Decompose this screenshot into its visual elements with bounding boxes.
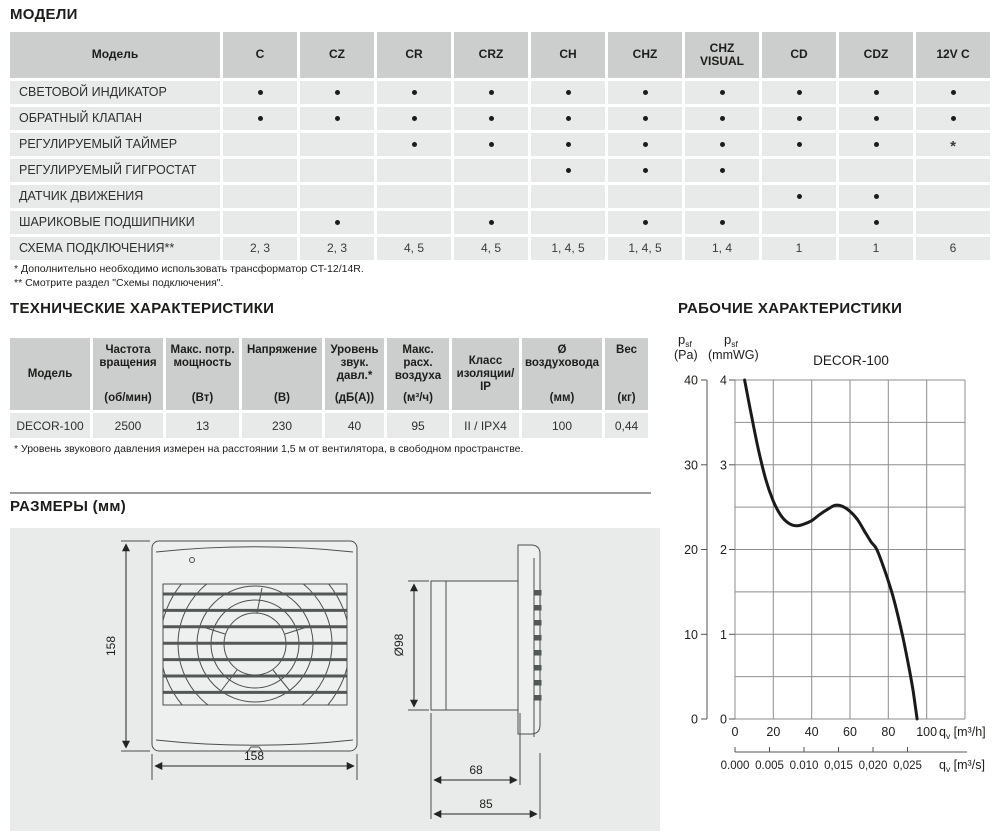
models-cell [685, 185, 759, 208]
models-row-label: ШАРИКОВЫЕ ПОДШИПНИКИ [10, 211, 220, 234]
tech-header-name: Напряжение [246, 344, 318, 356]
tech-section-title: ТЕХНИЧЕСКИЕ ХАРАКТЕРИСТИКИ [10, 300, 275, 317]
models-cell [608, 81, 682, 104]
models-footnotes [14, 263, 364, 290]
feature-dot [335, 116, 340, 121]
performance-chart [668, 328, 1000, 783]
tech-header-unit: (об/мин) [104, 391, 152, 404]
tech-cell: 13 [166, 413, 239, 438]
tech-col-header [452, 338, 519, 410]
models-row-label: РЕГУЛИРУЕМЫЙ ТАЙМЕР [10, 133, 220, 156]
models-cell [300, 81, 374, 104]
models-cell: 1, 4, 5 [531, 237, 605, 260]
feature-dot [720, 116, 725, 121]
models-cell: 6 [916, 237, 990, 260]
chart-text: 80 [881, 725, 896, 739]
models-cell [916, 185, 990, 208]
models-cell [685, 107, 759, 130]
chart-mmwg-axis [720, 374, 735, 727]
models-cell [531, 81, 605, 104]
fan-face [152, 541, 357, 751]
chart-text: 4 [720, 373, 727, 388]
feature-dot [489, 116, 494, 121]
feature-dot [335, 220, 340, 225]
models-cell [839, 159, 913, 182]
models-cell [762, 133, 836, 156]
tech-header-name: Макс. потр. мощность [170, 344, 235, 370]
models-cell [839, 133, 913, 156]
chart-text: 0,025 [893, 760, 922, 772]
tech-header-name: Уровень звук. давл.* [330, 344, 379, 383]
models-section-title: МОДЕЛИ [10, 6, 78, 23]
models-cell [377, 81, 451, 104]
chart-text: $p_{sf}$ [724, 332, 738, 349]
models-cell [608, 185, 682, 208]
chart-x-axis [732, 725, 986, 741]
chart-text: 0,015 [824, 760, 853, 772]
models-cell [377, 159, 451, 182]
tech-col-header [522, 338, 602, 410]
chart-text: 2 [720, 543, 727, 557]
models-cell [608, 133, 682, 156]
models-footnote-schemes: ** Смотрите раздел "Схемы подключения". [14, 276, 224, 289]
models-cell [454, 185, 528, 208]
feature-dot [643, 116, 648, 121]
feature-dot [720, 142, 725, 147]
models-cell [300, 107, 374, 130]
models-cell [377, 107, 451, 130]
models-cell [377, 211, 451, 234]
feature-dot [797, 194, 802, 199]
fan-front-view [152, 541, 357, 751]
models-cell: 1, 4, 5 [608, 237, 682, 260]
chart-text: 100 [916, 725, 938, 739]
feature-dot [874, 220, 879, 225]
chart-axis-captions [674, 332, 759, 362]
chart-text: 60 [843, 725, 857, 739]
models-cell [608, 107, 682, 130]
feature-dot [874, 142, 879, 147]
tech-col-header [325, 338, 384, 410]
feature-dot [412, 142, 417, 147]
feature-dot [566, 90, 571, 95]
models-col-header-chz-visual: CHZ VISUAL [685, 32, 759, 78]
models-cell [454, 81, 528, 104]
performance-section-title: РАБОЧИЕ ХАРАКТЕРИСТИКИ [678, 300, 903, 317]
models-cell [762, 81, 836, 104]
feature-dot [643, 90, 648, 95]
tech-col-header [605, 338, 648, 410]
dimensions-drawing [10, 528, 660, 831]
tech-header-name: Вес [616, 344, 637, 356]
models-cell [454, 211, 528, 234]
models-cell [531, 107, 605, 130]
chart-grid [735, 380, 965, 719]
models-header-model: Модель [10, 32, 220, 78]
feature-dot [566, 116, 571, 121]
feature-dot [874, 90, 879, 95]
tech-header-name: Макс. расх. воздуха [394, 344, 442, 383]
models-col-header-c: C [223, 32, 297, 78]
chart-text: 0.000 [720, 760, 750, 772]
models-cell [762, 185, 836, 208]
models-col-header-cdz: CDZ [839, 32, 913, 78]
duct [431, 581, 520, 710]
tech-header-name: Частота вращения [99, 344, 157, 370]
models-cell [377, 185, 451, 208]
chart-text: 20 [766, 725, 781, 739]
tech-header-name: Класс изоляции/ IP [456, 354, 515, 394]
chart-text: 0 [691, 712, 698, 727]
tech-cell: 2500 [93, 413, 163, 438]
models-row-label: РЕГУЛИРУЕМЫЙ ГИГРОСТАТ [10, 159, 220, 182]
tech-header-unit: (кг) [617, 391, 636, 404]
tech-col-header [10, 338, 90, 410]
tech-cell: 100 [522, 413, 602, 438]
chart-text: 40 [684, 373, 698, 388]
models-cell [223, 185, 297, 208]
models-cell [531, 133, 605, 156]
tech-header-unit: (дБ(А)) [334, 391, 375, 404]
chart-text: 0.010 [789, 760, 819, 772]
feature-dot [258, 116, 263, 121]
models-cell [685, 133, 759, 156]
models-cell [762, 211, 836, 234]
dim-diameter-label: Ø98 [392, 633, 406, 657]
models-cell [454, 133, 528, 156]
feature-dot [797, 90, 802, 95]
models-col-header-cz: CZ [300, 32, 374, 78]
models-row-label: ОБРАТНЫЙ КЛАПАН [10, 107, 220, 130]
feature-dot [797, 142, 802, 147]
chart-text: $p_{sf}$ [678, 332, 692, 349]
tech-header-name: Ø воздуховода [524, 344, 600, 370]
models-cell [685, 159, 759, 182]
chart-text: 30 [684, 458, 698, 473]
models-cell [608, 159, 682, 182]
feature-dot [489, 142, 494, 147]
tech-col-header [387, 338, 449, 410]
models-footnote-transformer: * Дополнительно необходимо использовать трансформатор CT-12/14R. [14, 263, 364, 275]
dim-duct-depth-label: 68 [469, 763, 483, 777]
feature-dot [489, 220, 494, 225]
chart-text: 0.005 [755, 760, 784, 772]
dim-total-depth-label: 85 [479, 797, 493, 811]
chart-text: 1 [720, 627, 727, 642]
dim-width-label: 158 [243, 749, 265, 763]
feature-dot [258, 90, 263, 95]
models-cell [300, 211, 374, 234]
models-cell: 1, 4 [685, 237, 759, 260]
tech-cell: 230 [242, 413, 322, 438]
models-col-header-chz: CHZ [608, 32, 682, 78]
models-cell: 4, 5 [454, 237, 528, 260]
feature-dot [951, 116, 956, 121]
chart-text: (mmWG) [708, 348, 759, 362]
tech-specs-table [10, 338, 648, 438]
tech-header-unit: (В) [274, 391, 290, 404]
models-cell [839, 81, 913, 104]
feature-dot [412, 90, 417, 95]
models-cell [531, 159, 605, 182]
feature-dot [720, 168, 725, 173]
dimensions-section-title: РАЗМЕРЫ (мм) [10, 498, 127, 515]
models-cell [839, 107, 913, 130]
tech-footnote: * Уровень звукового давления измерен на расстоянии 1,5 м от вентилятора, в свободном пространстве. [14, 443, 524, 455]
feature-dot [797, 116, 802, 121]
models-cell [685, 211, 759, 234]
models-cell [454, 159, 528, 182]
models-cell [223, 211, 297, 234]
models-cell [223, 81, 297, 104]
models-cell [223, 133, 297, 156]
models-col-header-12v-c: 12V C [916, 32, 990, 78]
models-col-header-crz: CRZ [454, 32, 528, 78]
tech-header-unit: (Вт) [191, 391, 214, 404]
feature-dot [489, 90, 494, 95]
models-cell [762, 107, 836, 130]
chart-text: 0 [731, 725, 739, 739]
tech-cell: 0,44 [605, 413, 648, 438]
feature-dot [874, 194, 879, 199]
models-cell [300, 133, 374, 156]
models-cell [916, 107, 990, 130]
models-row-label: СВЕТОВОЙ ИНДИКАТОР [10, 81, 220, 104]
chart-text: 40 [804, 725, 819, 739]
models-cell [608, 211, 682, 234]
feature-dot [643, 168, 648, 173]
chart-text: 3 [720, 458, 727, 473]
models-table [10, 32, 990, 260]
tech-cell: DECOR-100 [10, 413, 90, 438]
models-cell [223, 159, 297, 182]
feature-dot [335, 90, 340, 95]
models-cell: 1 [762, 237, 836, 260]
chart-text: 10 [684, 627, 698, 642]
models-cell [839, 211, 913, 234]
models-cell: 2, 3 [223, 237, 297, 260]
dim-height-label: 158 [104, 635, 118, 657]
models-cell: 2, 3 [300, 237, 374, 260]
chart-text: 0,020 [858, 760, 888, 772]
models-cell [762, 159, 836, 182]
feature-dot [412, 116, 417, 121]
tech-header-unit: (мм) [549, 391, 575, 404]
models-cell [531, 211, 605, 234]
chart-text: $q_v$ [m³/s] [939, 758, 985, 774]
models-cell [685, 81, 759, 104]
tech-col-header [242, 338, 322, 410]
feature-dot [643, 142, 648, 147]
models-col-header-ch: CH [531, 32, 605, 78]
chart-text: (Pa) [674, 348, 698, 362]
tech-header-name: Модель [27, 367, 73, 380]
feature-dot [951, 90, 956, 95]
feature-dot [566, 168, 571, 173]
feature-dot [874, 116, 879, 121]
models-col-header-cr: CR [377, 32, 451, 78]
models-row-label: ДАТЧИК ДВИЖЕНИЯ [10, 185, 220, 208]
tech-cell: II / IPX4 [452, 413, 519, 438]
section-divider [10, 492, 651, 494]
chart-text: 0 [720, 712, 727, 727]
tech-cell: 40 [325, 413, 384, 438]
models-cell [839, 185, 913, 208]
chart-x-axis-secondary [721, 747, 985, 774]
models-cell [377, 133, 451, 156]
models-cell: 1 [839, 237, 913, 260]
tech-header-unit: (м³/ч) [403, 391, 433, 404]
models-cell [223, 107, 297, 130]
models-cell [531, 185, 605, 208]
tech-col-header [166, 338, 239, 410]
models-cell [916, 159, 990, 182]
chart-text: 20 [684, 543, 698, 557]
chart-title [813, 353, 889, 368]
chart-text: DECOR-100 [813, 353, 889, 368]
tech-cell: 95 [387, 413, 449, 438]
models-cell: * [916, 133, 990, 156]
chart-text: $q_v$ [m³/h] [939, 725, 986, 741]
models-cell [916, 81, 990, 104]
feature-dot [720, 220, 725, 225]
models-col-header-cd: CD [762, 32, 836, 78]
models-cell [300, 185, 374, 208]
feature-dot [643, 220, 648, 225]
feature-dot [566, 142, 571, 147]
models-cell: 4, 5 [377, 237, 451, 260]
models-cell [454, 107, 528, 130]
feature-dot [720, 90, 725, 95]
models-cell [300, 159, 374, 182]
models-cell [916, 211, 990, 234]
models-row-label: СХЕМА ПОДКЛЮЧЕНИЯ** [10, 237, 220, 260]
tech-col-header [93, 338, 163, 410]
chart-pa-axis [684, 374, 707, 727]
